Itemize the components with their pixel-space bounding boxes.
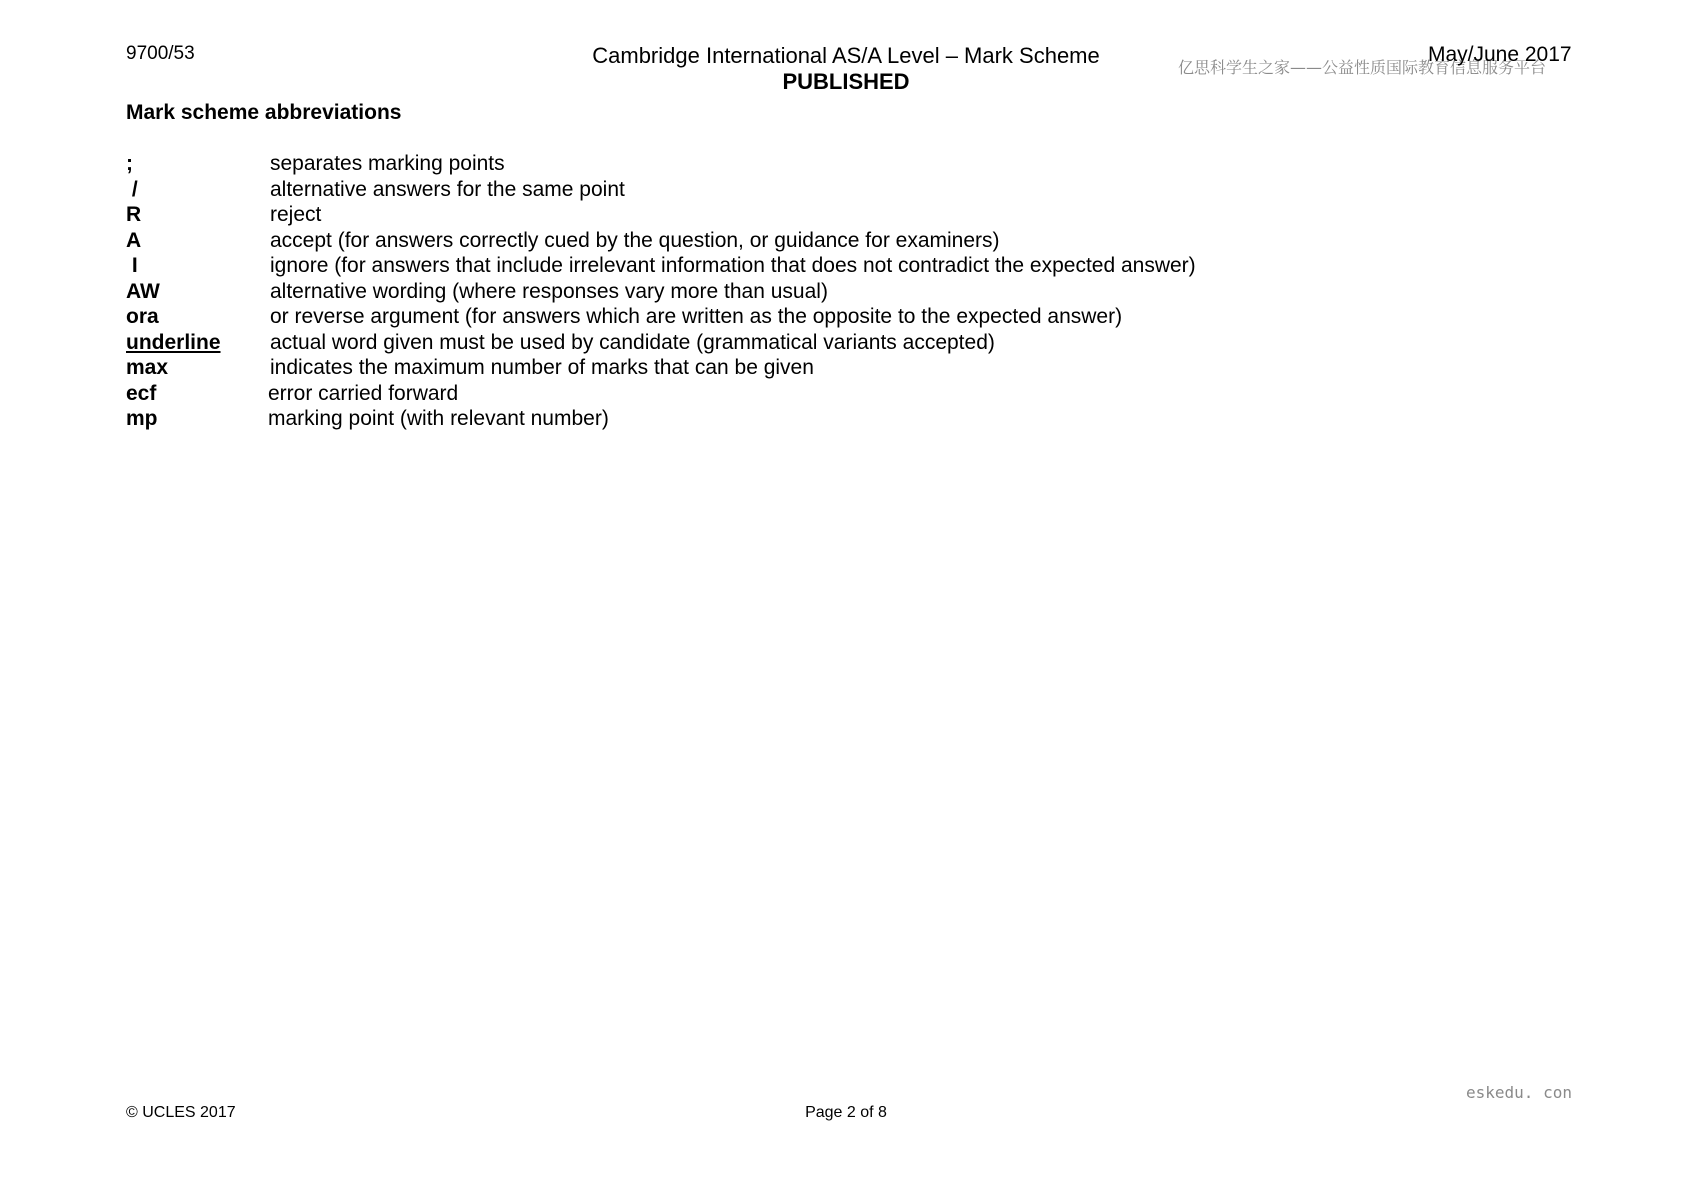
abbreviation-term: /	[126, 177, 138, 201]
abbreviation-term: mp	[126, 407, 158, 430]
page-number: Page 2 of 8	[805, 1104, 887, 1121]
abbreviation-term: AW	[126, 279, 160, 303]
abbreviation-term: max	[126, 356, 169, 379]
abbreviation-definition: error carried forward	[268, 381, 459, 405]
abbreviation-term: underline	[126, 330, 221, 354]
published-label: PUBLISHED	[782, 69, 910, 94]
exam-session: May/June 2017	[1428, 43, 1572, 66]
abbreviation-definition: ignore (for answers that include irrelevant information that does not contradict the expected answer)	[270, 254, 1196, 277]
abbreviation-term: ;	[126, 152, 133, 175]
abbreviation-definition: alternative wording (where responses vary more than usual)	[270, 279, 828, 303]
abbreviation-term: A	[126, 228, 142, 252]
abbreviation-term: ora	[126, 305, 159, 328]
abbreviation-definition: indicates the maximum number of marks that can be given	[270, 356, 814, 379]
abbreviation-definition: reject	[270, 203, 322, 226]
abbreviation-definition: alternative answers for the same point	[270, 177, 625, 201]
abbreviation-term: ecf	[126, 381, 157, 405]
abbreviation-definition: accept (for answers correctly cued by the question, or guidance for examiners)	[270, 228, 1000, 252]
abbreviation-term: R	[126, 203, 142, 226]
abbreviation-definition: separates marking points	[270, 152, 505, 175]
document-title: Cambridge International AS/A Level – Mark Scheme	[592, 43, 1100, 68]
section-heading: Mark scheme abbreviations	[126, 101, 402, 124]
abbreviation-definition: marking point (with relevant number)	[268, 407, 609, 430]
abbreviation-term: I	[126, 254, 138, 277]
abbreviation-definition: actual word given must be used by candidate (grammatical variants accepted)	[270, 330, 995, 354]
paper-code: 9700/53	[126, 43, 195, 64]
watermark-top: 亿思科学生之家——公益性质国际教育信息服务平台	[1178, 58, 1547, 77]
abbreviation-definition: or reverse argument (for answers which are written as the opposite to the expected answer)	[270, 305, 1123, 328]
copyright-notice: © UCLES 2017	[126, 1104, 236, 1121]
watermark-bottom: eskedu. con	[1466, 1083, 1572, 1102]
